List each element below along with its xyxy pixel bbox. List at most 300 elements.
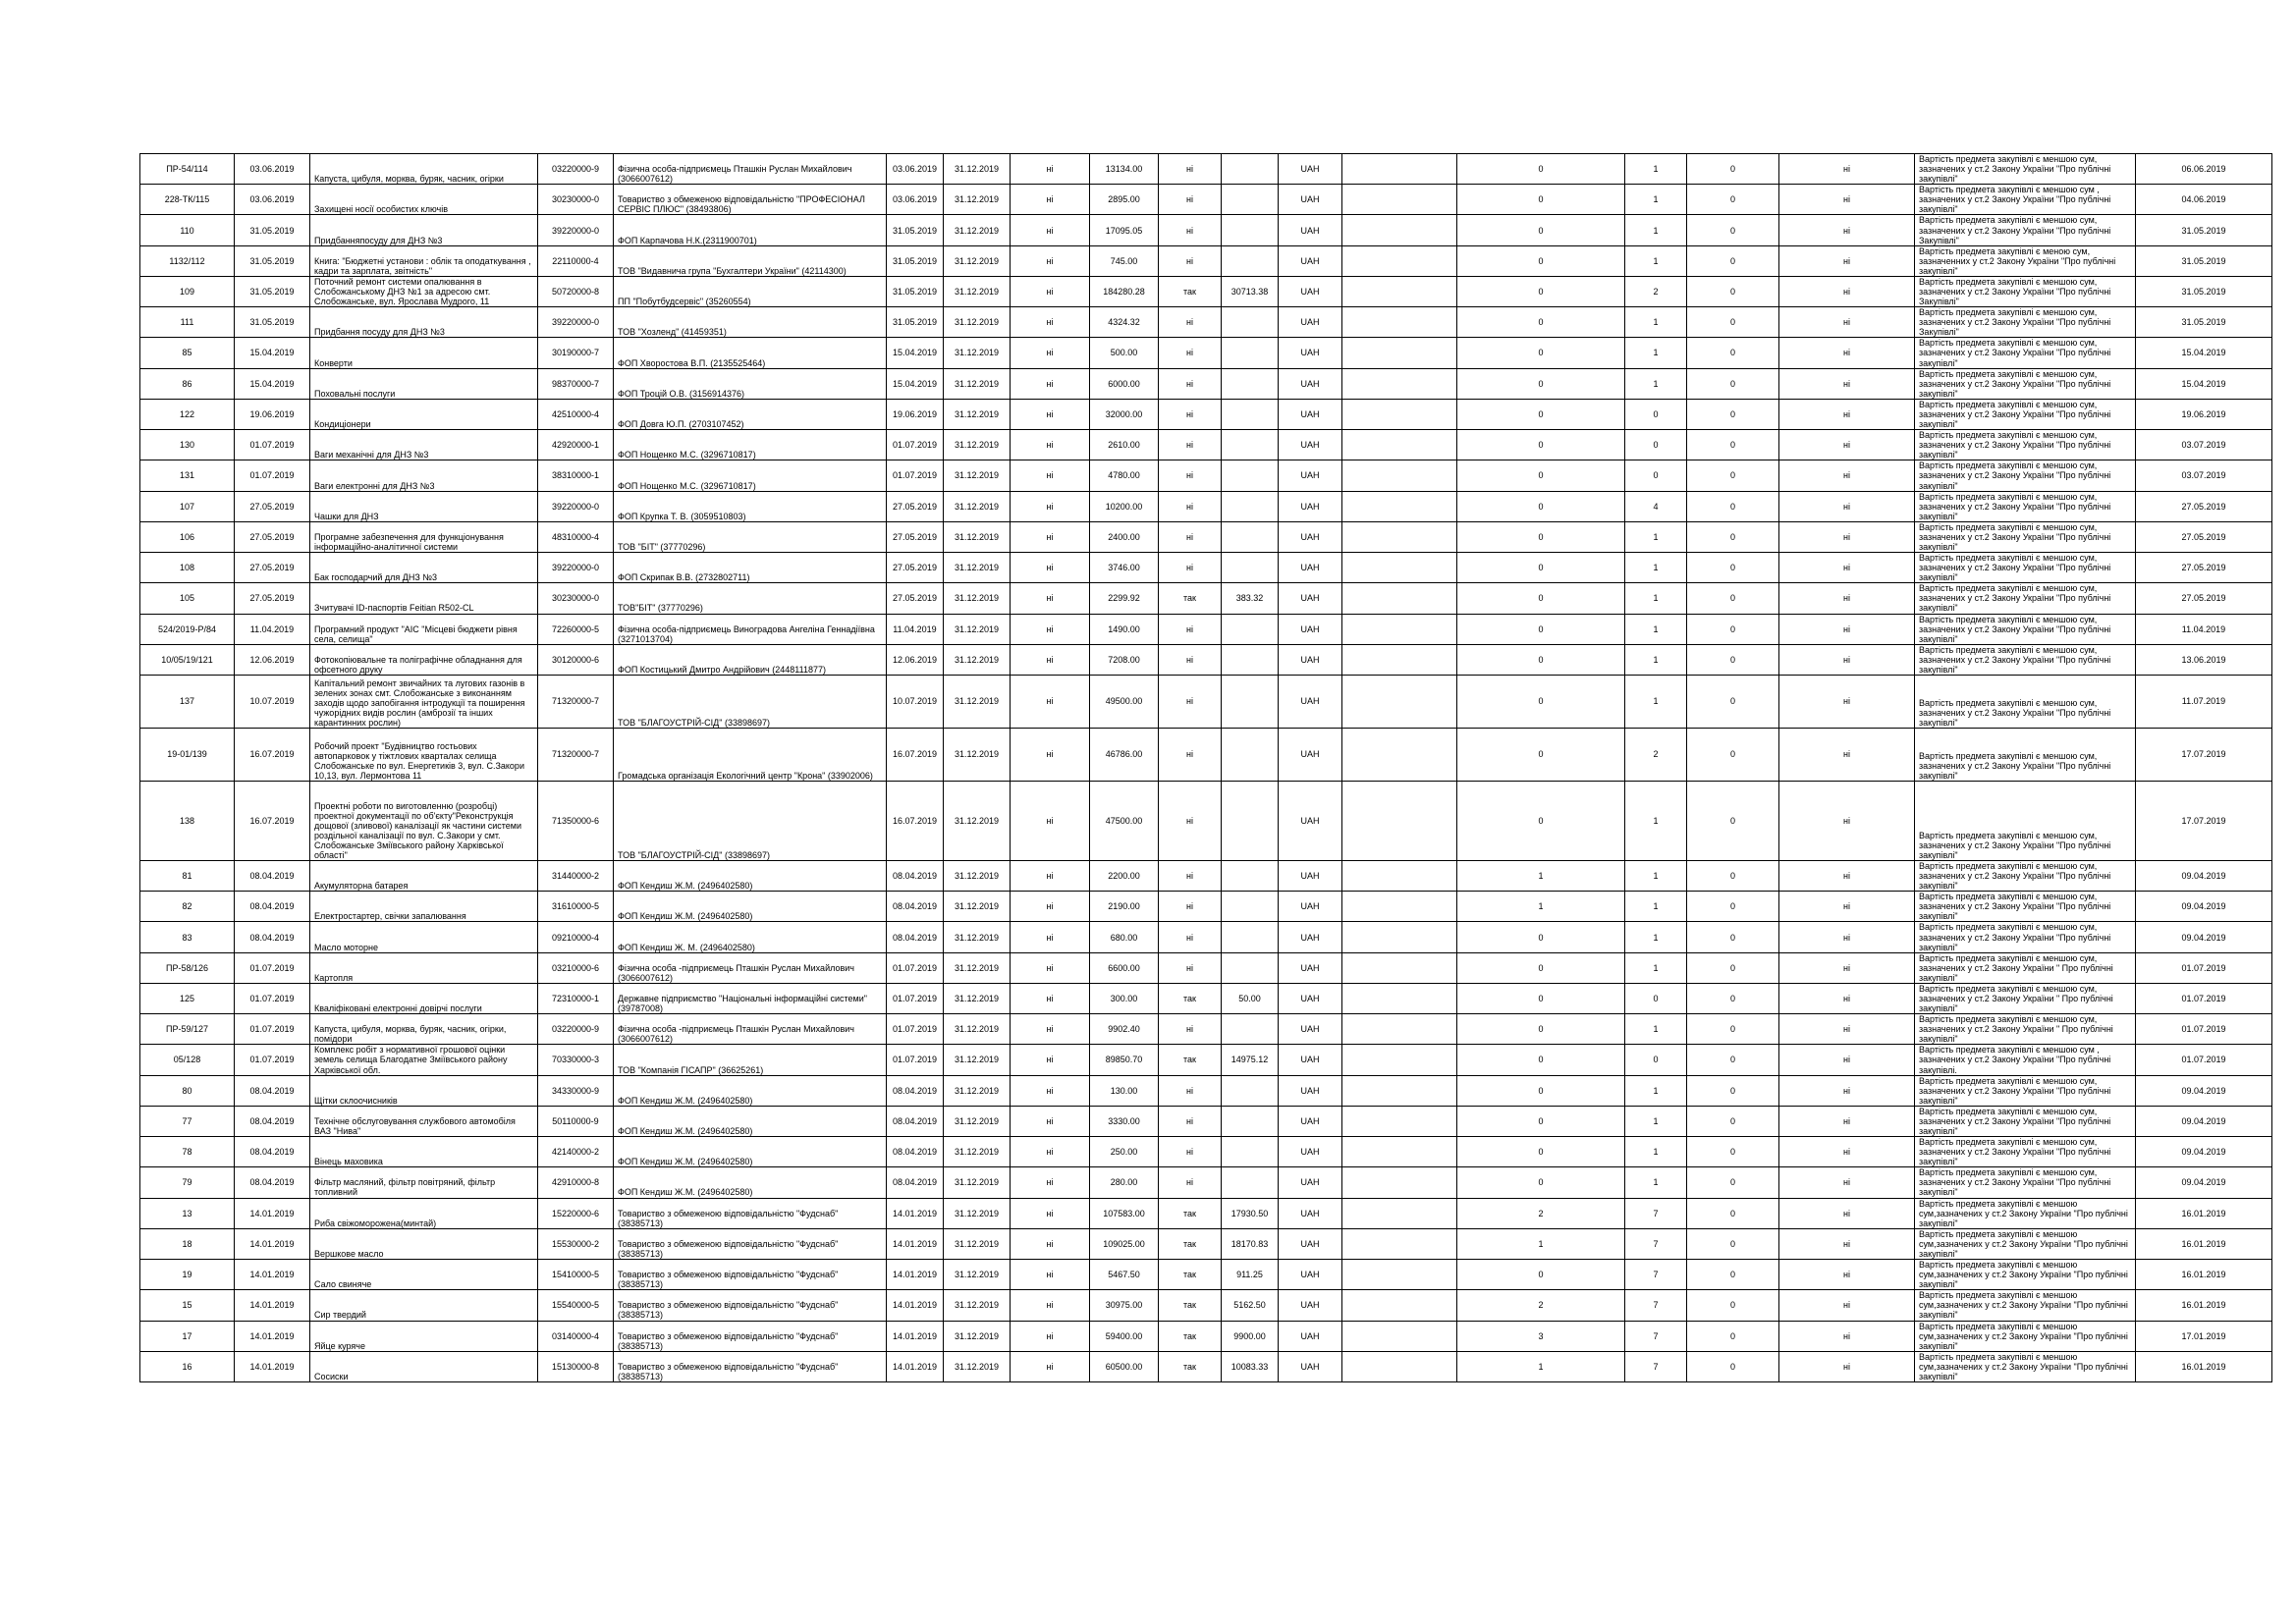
cell-vat: ні	[1159, 1106, 1222, 1136]
cell-vat: ні	[1159, 521, 1222, 552]
cell-amount: 130.00	[1090, 1075, 1159, 1106]
cell-publish-date: 15.04.2019	[2136, 368, 2272, 399]
cell-end-date: 31.12.2019	[944, 338, 1011, 368]
cell-end-date: 31.12.2019	[944, 675, 1011, 728]
cell-contract-date: 31.05.2019	[235, 245, 310, 276]
cell-subject: Сосиски	[310, 1351, 538, 1381]
cell-count-a: 1	[1457, 1351, 1625, 1381]
table-row	[140, 644, 2272, 675]
cell-contract-number: 19-01/139	[140, 728, 235, 781]
cell-amount: 5467.50	[1090, 1260, 1159, 1290]
cell-publish-date: 11.07.2019	[2136, 675, 2272, 728]
cell-contract-date: 01.07.2019	[235, 430, 310, 460]
cell-empty	[1342, 583, 1457, 614]
cell-contract-number: 109	[140, 276, 235, 306]
cell-count-c: 0	[1687, 1045, 1779, 1075]
cell-flag: ні	[1011, 521, 1090, 552]
cell-count-a: 0	[1457, 338, 1625, 368]
cell-cpv-code: 09210000-4	[538, 922, 614, 952]
cell-publish-date: 17.07.2019	[2136, 728, 2272, 781]
cell-vat: ні	[1159, 245, 1222, 276]
cell-end-date: 31.12.2019	[944, 1198, 1011, 1228]
cell-end-date: 31.12.2019	[944, 1075, 1011, 1106]
cell-contract-date: 11.04.2019	[235, 614, 310, 644]
cell-amount: 4324.32	[1090, 307, 1159, 338]
table-row	[140, 215, 2272, 245]
cell-flag-2: ні	[1779, 215, 1915, 245]
cell-count-b: 0	[1625, 460, 1687, 491]
cell-count-c: 0	[1687, 781, 1779, 860]
table-row	[140, 728, 2272, 781]
cell-count-c: 0	[1687, 1351, 1779, 1381]
cell-supplier: Фізична особа-підприємець Пташкін Руслан Михайлович (3066007612)	[614, 154, 887, 185]
cell-amount: 184280.28	[1090, 276, 1159, 306]
cell-subject: Бак господарчий для ДНЗ №3	[310, 553, 538, 583]
cell-amount: 2610.00	[1090, 430, 1159, 460]
cell-currency: UAH	[1279, 728, 1342, 781]
cell-flag-2: ні	[1779, 491, 1915, 521]
cell-reason: Вартість предмета закупівлі є меншою сум, зазначених у ст.2 Закону України "Про публічні закупівлі"	[1915, 1137, 2136, 1167]
cell-contract-date: 16.07.2019	[235, 728, 310, 781]
cell-publish-date: 16.01.2019	[2136, 1228, 2272, 1259]
cell-currency: UAH	[1279, 922, 1342, 952]
cell-vat-sum	[1222, 154, 1279, 185]
cell-count-a: 0	[1457, 430, 1625, 460]
cell-subject: Конверти	[310, 338, 538, 368]
cell-currency: UAH	[1279, 185, 1342, 215]
cell-vat-sum: 14975.12	[1222, 1045, 1279, 1075]
cell-amount: 9902.40	[1090, 1014, 1159, 1045]
cell-count-b: 1	[1625, 922, 1687, 952]
cell-publish-date: 27.05.2019	[2136, 553, 2272, 583]
cell-count-c: 0	[1687, 1198, 1779, 1228]
cell-reason: Вартість предмета закупівлі є меншою сум, зазначених у ст.2 Закону України "Про публічні закупівлі"	[1915, 553, 2136, 583]
cell-vat: так	[1159, 1198, 1222, 1228]
cell-contract-number: 15	[140, 1290, 235, 1321]
cell-count-b: 1	[1625, 952, 1687, 983]
cell-cpv-code: 15130000-8	[538, 1351, 614, 1381]
cell-supplier: ФОП Костицький Дмитро Андрійович (2448111877)	[614, 644, 887, 675]
cell-amount: 17095.05	[1090, 215, 1159, 245]
cell-count-b: 7	[1625, 1290, 1687, 1321]
cell-contract-number: 10/05/19/121	[140, 644, 235, 675]
cell-vat: ні	[1159, 1167, 1222, 1198]
table-row	[140, 1228, 2272, 1259]
cell-amount: 2895.00	[1090, 185, 1159, 215]
cell-flag: ні	[1011, 368, 1090, 399]
cell-end-date: 31.12.2019	[944, 922, 1011, 952]
cell-cpv-code: 38310000-1	[538, 460, 614, 491]
cell-start-date: 08.04.2019	[887, 922, 944, 952]
cell-vat: ні	[1159, 368, 1222, 399]
cell-cpv-code: 15410000-5	[538, 1260, 614, 1290]
cell-cpv-code: 42140000-2	[538, 1137, 614, 1167]
cell-count-c: 0	[1687, 583, 1779, 614]
cell-reason: Вартість предмета закупівлі є меншою сум,зазначених у ст.2 Закону України "Про публічні закупівлі"	[1915, 1321, 2136, 1351]
cell-count-b: 0	[1625, 399, 1687, 429]
cell-reason: Вартість предмета закупівлі є меншою сум,зазначених у ст.2 Закону України "Про публічні закупівлі"	[1915, 1290, 2136, 1321]
cell-vat-sum: 17930.50	[1222, 1198, 1279, 1228]
cell-amount: 10200.00	[1090, 491, 1159, 521]
cell-subject: Картопля	[310, 952, 538, 983]
cell-count-b: 1	[1625, 1075, 1687, 1106]
cell-supplier: Громадська організація Екологічний центр "Крона" (33902006)	[614, 728, 887, 781]
cell-flag-2: ні	[1779, 860, 1915, 891]
cell-count-c: 0	[1687, 215, 1779, 245]
cell-contract-date: 27.05.2019	[235, 491, 310, 521]
cell-supplier: ФОП Кендиш Ж.М. (2496402580)	[614, 1167, 887, 1198]
cell-empty	[1342, 952, 1457, 983]
cell-start-date: 01.07.2019	[887, 1014, 944, 1045]
cell-publish-date: 09.04.2019	[2136, 892, 2272, 922]
cell-vat-sum	[1222, 860, 1279, 891]
cell-flag-2: ні	[1779, 1198, 1915, 1228]
cell-start-date: 11.04.2019	[887, 614, 944, 644]
cell-cpv-code: 98370000-7	[538, 368, 614, 399]
table-row	[140, 675, 2272, 728]
cell-contract-date: 01.07.2019	[235, 460, 310, 491]
cell-subject: Вершкове масло	[310, 1228, 538, 1259]
cell-count-b: 1	[1625, 892, 1687, 922]
cell-contract-date: 12.06.2019	[235, 644, 310, 675]
cell-start-date: 01.07.2019	[887, 1045, 944, 1075]
cell-flag: ні	[1011, 1260, 1090, 1290]
cell-flag-2: ні	[1779, 583, 1915, 614]
cell-count-a: 0	[1457, 154, 1625, 185]
cell-end-date: 31.12.2019	[944, 614, 1011, 644]
cell-cpv-code: 42510000-4	[538, 399, 614, 429]
cell-end-date: 31.12.2019	[944, 1321, 1011, 1351]
cell-flag-2: ні	[1779, 781, 1915, 860]
cell-subject: Сир твердий	[310, 1290, 538, 1321]
table-row	[140, 1198, 2272, 1228]
cell-amount: 3330.00	[1090, 1106, 1159, 1136]
cell-count-b: 1	[1625, 553, 1687, 583]
cell-currency: UAH	[1279, 1260, 1342, 1290]
cell-contract-date: 03.06.2019	[235, 154, 310, 185]
cell-cpv-code: 71320000-7	[538, 675, 614, 728]
cell-count-b: 2	[1625, 276, 1687, 306]
cell-currency: UAH	[1279, 1228, 1342, 1259]
cell-count-c: 0	[1687, 399, 1779, 429]
cell-subject: Риба свіжоморожена(минтай)	[310, 1198, 538, 1228]
cell-flag-2: ні	[1779, 399, 1915, 429]
cell-publish-date: 16.01.2019	[2136, 1290, 2272, 1321]
table-row	[140, 1137, 2272, 1167]
table-row	[140, 185, 2272, 215]
cell-contract-date: 01.07.2019	[235, 983, 310, 1013]
cell-currency: UAH	[1279, 583, 1342, 614]
cell-flag-2: ні	[1779, 154, 1915, 185]
cell-subject: Ваги електронні для ДНЗ №3	[310, 460, 538, 491]
cell-vat: ні	[1159, 215, 1222, 245]
cell-contract-number: 17	[140, 1321, 235, 1351]
cell-currency: UAH	[1279, 307, 1342, 338]
cell-flag: ні	[1011, 1045, 1090, 1075]
table-row	[140, 430, 2272, 460]
cell-contract-date: 14.01.2019	[235, 1290, 310, 1321]
cell-cpv-code: 34330000-9	[538, 1075, 614, 1106]
cell-contract-date: 14.01.2019	[235, 1260, 310, 1290]
cell-end-date: 31.12.2019	[944, 1260, 1011, 1290]
cell-flag: ні	[1011, 1290, 1090, 1321]
cell-contract-number: 524/2019-Р/84	[140, 614, 235, 644]
cell-count-b: 7	[1625, 1228, 1687, 1259]
cell-start-date: 08.04.2019	[887, 1167, 944, 1198]
cell-count-b: 2	[1625, 728, 1687, 781]
cell-flag: ні	[1011, 276, 1090, 306]
cell-vat-sum	[1222, 368, 1279, 399]
cell-subject: Поточний ремонт системи опалювання в Слобожанському ДНЗ №1 за адресою смт. Слобожанське, вул. Ярослава Мудрого, 11	[310, 276, 538, 306]
cell-reason: Вартість предмета закупівлі є меною сум, зазначенних у ст.2 Закону України "Про публічні закупівлі"	[1915, 245, 2136, 276]
cell-supplier: ТОВ "БЛАГОУСТРІЙ-СІД" (33898697)	[614, 675, 887, 728]
cell-vat-sum: 10083.33	[1222, 1351, 1279, 1381]
cell-count-a: 0	[1457, 1137, 1625, 1167]
cell-contract-number: 80	[140, 1075, 235, 1106]
cell-count-c: 0	[1687, 1106, 1779, 1136]
cell-start-date: 08.04.2019	[887, 860, 944, 891]
cell-count-c: 0	[1687, 276, 1779, 306]
cell-empty	[1342, 245, 1457, 276]
cell-amount: 6000.00	[1090, 368, 1159, 399]
cell-vat-sum	[1222, 614, 1279, 644]
cell-count-a: 2	[1457, 1198, 1625, 1228]
cell-empty	[1342, 644, 1457, 675]
cell-supplier: Фізична особа -підприємець Пташкін Руслан Михайлович (3066007612)	[614, 952, 887, 983]
cell-contract-date: 16.07.2019	[235, 781, 310, 860]
cell-empty	[1342, 185, 1457, 215]
cell-flag: ні	[1011, 952, 1090, 983]
cell-currency: UAH	[1279, 154, 1342, 185]
cell-reason: Вартість предмета закупівлі є меншою сум, зазначених у ст.2 Закону України "Про публічні закупівлі"	[1915, 781, 2136, 860]
cell-cpv-code: 39220000-0	[538, 491, 614, 521]
cell-count-b: 0	[1625, 983, 1687, 1013]
cell-start-date: 15.04.2019	[887, 368, 944, 399]
cell-count-a: 0	[1457, 1045, 1625, 1075]
table-row	[140, 368, 2272, 399]
cell-flag: ні	[1011, 1351, 1090, 1381]
cell-flag-2: ні	[1779, 614, 1915, 644]
cell-contract-number: 107	[140, 491, 235, 521]
cell-vat: так	[1159, 1228, 1222, 1259]
cell-count-c: 0	[1687, 185, 1779, 215]
cell-cpv-code: 48310000-4	[538, 521, 614, 552]
cell-count-a: 0	[1457, 215, 1625, 245]
cell-vat-sum	[1222, 892, 1279, 922]
cell-count-c: 0	[1687, 614, 1779, 644]
cell-count-b: 1	[1625, 781, 1687, 860]
cell-vat-sum	[1222, 245, 1279, 276]
cell-subject: Електростартер, свічки запалювання	[310, 892, 538, 922]
cell-empty	[1342, 1228, 1457, 1259]
cell-flag-2: ні	[1779, 675, 1915, 728]
cell-amount: 109025.00	[1090, 1228, 1159, 1259]
cell-contract-date: 03.06.2019	[235, 185, 310, 215]
cell-publish-date: 27.05.2019	[2136, 521, 2272, 552]
cell-flag-2: ні	[1779, 952, 1915, 983]
cell-count-b: 1	[1625, 154, 1687, 185]
cell-contract-date: 31.05.2019	[235, 215, 310, 245]
cell-flag: ні	[1011, 553, 1090, 583]
cell-flag-2: ні	[1779, 983, 1915, 1013]
cell-end-date: 31.12.2019	[944, 644, 1011, 675]
cell-subject: Кондиціонери	[310, 399, 538, 429]
cell-cpv-code: 39220000-0	[538, 307, 614, 338]
cell-cpv-code: 03210000-6	[538, 952, 614, 983]
cell-amount: 4780.00	[1090, 460, 1159, 491]
cell-amount: 107583.00	[1090, 1198, 1159, 1228]
cell-reason: Вартість предмета закупівлі є меншою сум, зазначених у ст.2 Закону України "Про публічні закупівлі"	[1915, 154, 2136, 185]
cell-currency: UAH	[1279, 1351, 1342, 1381]
cell-flag: ні	[1011, 245, 1090, 276]
cell-currency: UAH	[1279, 1014, 1342, 1045]
cell-end-date: 31.12.2019	[944, 781, 1011, 860]
cell-empty	[1342, 430, 1457, 460]
cell-start-date: 27.05.2019	[887, 491, 944, 521]
cell-start-date: 31.05.2019	[887, 307, 944, 338]
cell-start-date: 08.04.2019	[887, 1075, 944, 1106]
cell-publish-date: 06.06.2019	[2136, 154, 2272, 185]
cell-cpv-code: 30120000-6	[538, 644, 614, 675]
cell-vat: ні	[1159, 892, 1222, 922]
cell-count-a: 1	[1457, 860, 1625, 891]
cell-flag-2: ні	[1779, 1351, 1915, 1381]
cell-count-b: 1	[1625, 1137, 1687, 1167]
cell-publish-date: 09.04.2019	[2136, 1075, 2272, 1106]
cell-count-a: 0	[1457, 583, 1625, 614]
cell-start-date: 16.07.2019	[887, 781, 944, 860]
cell-vat: так	[1159, 1321, 1222, 1351]
cell-count-c: 0	[1687, 675, 1779, 728]
cell-reason: Вартість предмета закупівлі є меншою сум, зазначених у ст.2 Закону України "Про публічні закупівлі"	[1915, 583, 2136, 614]
cell-vat-sum	[1222, 644, 1279, 675]
cell-count-a: 0	[1457, 245, 1625, 276]
cell-count-a: 0	[1457, 644, 1625, 675]
cell-contract-number: 106	[140, 521, 235, 552]
cell-empty	[1342, 860, 1457, 891]
cell-currency: UAH	[1279, 781, 1342, 860]
table-row	[140, 922, 2272, 952]
cell-flag-2: ні	[1779, 460, 1915, 491]
cell-start-date: 19.06.2019	[887, 399, 944, 429]
cell-vat: ні	[1159, 675, 1222, 728]
cell-start-date: 03.06.2019	[887, 154, 944, 185]
cell-empty	[1342, 781, 1457, 860]
table-row	[140, 460, 2272, 491]
cell-subject: Книга: "Бюджетні установи : облік та оподаткування , кадри та зарплата, звітність"	[310, 245, 538, 276]
cell-currency: UAH	[1279, 368, 1342, 399]
cell-amount: 2200.00	[1090, 860, 1159, 891]
cell-contract-date: 08.04.2019	[235, 1106, 310, 1136]
cell-count-a: 0	[1457, 1106, 1625, 1136]
table-row	[140, 245, 2272, 276]
cell-subject: Чашки для ДНЗ	[310, 491, 538, 521]
cell-flag: ні	[1011, 781, 1090, 860]
cell-publish-date: 09.04.2019	[2136, 1137, 2272, 1167]
cell-start-date: 08.04.2019	[887, 1137, 944, 1167]
cell-cpv-code: 15530000-2	[538, 1228, 614, 1259]
cell-flag-2: ні	[1779, 245, 1915, 276]
cell-cpv-code: 50720000-8	[538, 276, 614, 306]
cell-flag-2: ні	[1779, 1014, 1915, 1045]
cell-count-a: 0	[1457, 276, 1625, 306]
cell-start-date: 01.07.2019	[887, 430, 944, 460]
cell-supplier: Товариство з обмеженою відповідальністю "Фудснаб" (38385713)	[614, 1260, 887, 1290]
cell-count-a: 0	[1457, 728, 1625, 781]
cell-count-a: 0	[1457, 781, 1625, 860]
cell-currency: UAH	[1279, 430, 1342, 460]
cell-count-c: 0	[1687, 1137, 1779, 1167]
cell-publish-date: 27.05.2019	[2136, 583, 2272, 614]
table-row	[140, 399, 2272, 429]
cell-currency: UAH	[1279, 644, 1342, 675]
cell-count-b: 1	[1625, 614, 1687, 644]
cell-flag-2: ні	[1779, 1167, 1915, 1198]
cell-reason: Вартість предмета закупівлі є меншою сум,зазначених у ст.2 Закону України "Про публічні закупівлі"	[1915, 1260, 2136, 1290]
cell-contract-number: ПР-54/114	[140, 154, 235, 185]
cell-contract-number: 1132/112	[140, 245, 235, 276]
cell-currency: UAH	[1279, 1106, 1342, 1136]
cell-subject: Захищені носії особистих ключів	[310, 185, 538, 215]
cell-reason: Вартість предмета закупівлі є меншою сум , зазначених у ст.2 Закону України "Про публічні закупівлі.	[1915, 1045, 2136, 1075]
cell-count-c: 0	[1687, 307, 1779, 338]
cell-flag-2: ні	[1779, 307, 1915, 338]
cell-currency: UAH	[1279, 521, 1342, 552]
cell-vat-sum	[1222, 215, 1279, 245]
cell-vat: так	[1159, 1260, 1222, 1290]
cell-flag-2: ні	[1779, 276, 1915, 306]
cell-empty	[1342, 1321, 1457, 1351]
cell-count-b: 1	[1625, 1167, 1687, 1198]
cell-publish-date: 09.04.2019	[2136, 860, 2272, 891]
table-row	[140, 1014, 2272, 1045]
cell-flag: ні	[1011, 614, 1090, 644]
cell-contract-number: 78	[140, 1137, 235, 1167]
cell-contract-date: 14.01.2019	[235, 1351, 310, 1381]
cell-subject: Вінець маховика	[310, 1137, 538, 1167]
cell-contract-number: 138	[140, 781, 235, 860]
cell-empty	[1342, 1351, 1457, 1381]
cell-flag-2: ні	[1779, 521, 1915, 552]
cell-count-a: 0	[1457, 1260, 1625, 1290]
cell-vat-sum	[1222, 952, 1279, 983]
cell-end-date: 31.12.2019	[944, 1228, 1011, 1259]
cell-count-c: 0	[1687, 922, 1779, 952]
cell-vat-sum	[1222, 399, 1279, 429]
cell-end-date: 31.12.2019	[944, 215, 1011, 245]
cell-flag: ні	[1011, 1137, 1090, 1167]
cell-count-c: 0	[1687, 1014, 1779, 1045]
cell-currency: UAH	[1279, 276, 1342, 306]
cell-contract-date: 08.04.2019	[235, 922, 310, 952]
cell-count-b: 1	[1625, 644, 1687, 675]
cell-vat-sum: 50.00	[1222, 983, 1279, 1013]
cell-amount: 59400.00	[1090, 1321, 1159, 1351]
cell-contract-number: 82	[140, 892, 235, 922]
cell-count-b: 1	[1625, 521, 1687, 552]
cell-contract-number: ПР-58/126	[140, 952, 235, 983]
cell-reason: Вартість предмета закупівлі є меншою сум, зазначених у ст.2 Закону України "Про публічні закупівлі"	[1915, 430, 2136, 460]
cell-cpv-code: 42910000-8	[538, 1167, 614, 1198]
cell-count-c: 0	[1687, 1321, 1779, 1351]
cell-start-date: 08.04.2019	[887, 1106, 944, 1136]
cell-supplier: ПП "Побутбудсервіс" (35260554)	[614, 276, 887, 306]
table-row	[140, 276, 2272, 306]
cell-amount: 89850.70	[1090, 1045, 1159, 1075]
cell-count-c: 0	[1687, 1260, 1779, 1290]
cell-publish-date: 03.07.2019	[2136, 460, 2272, 491]
cell-start-date: 27.05.2019	[887, 553, 944, 583]
